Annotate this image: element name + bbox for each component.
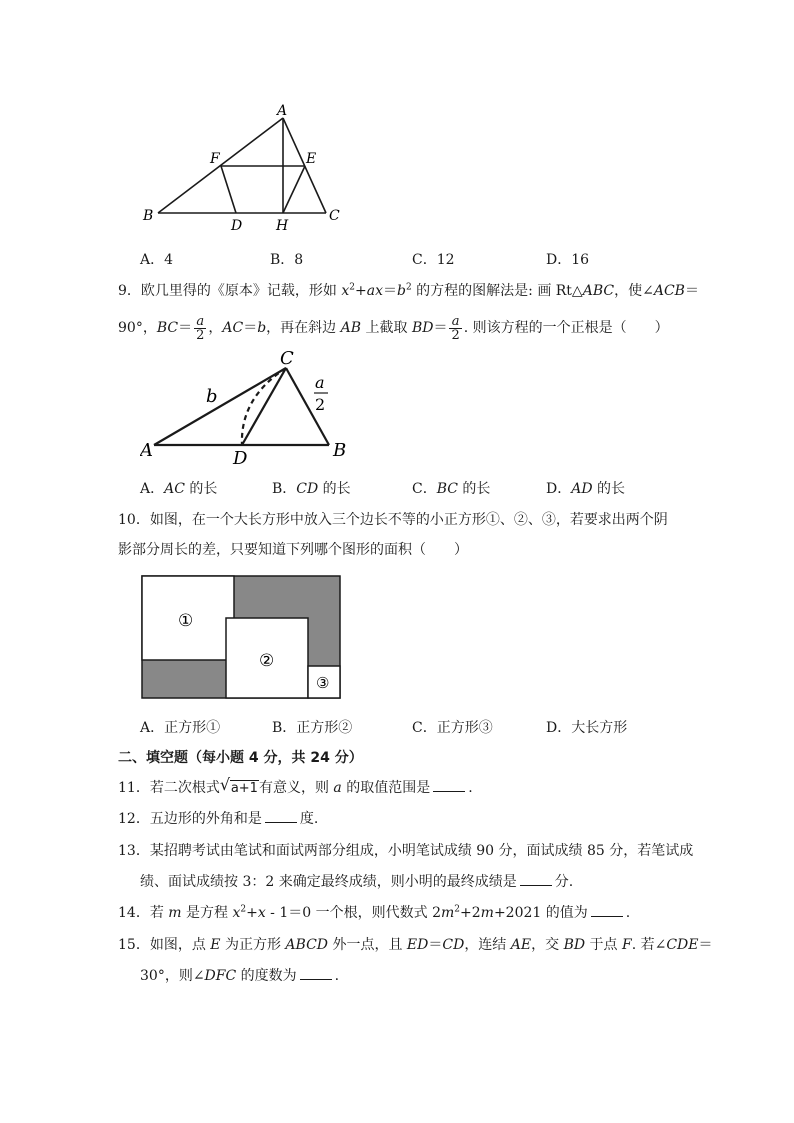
exponent: 2 (454, 904, 461, 915)
var: m (441, 905, 455, 921)
label-A: A (140, 440, 153, 461)
text: 外一点，且 (328, 937, 407, 953)
text: 的取值范围是 (341, 780, 431, 796)
q9-line-2 (118, 313, 669, 343)
label-B: B (143, 208, 154, 224)
text: . 若∠ (631, 937, 667, 953)
var: x (257, 905, 266, 921)
text: 于点 (585, 937, 622, 953)
question-number: 9． (118, 283, 141, 299)
var: AE (510, 937, 532, 953)
text: ＝ (178, 320, 193, 336)
text: . (334, 968, 340, 984)
q8-option-a: A．4 (140, 252, 174, 268)
text: ，再在斜边 (266, 320, 341, 336)
var: ABCD (285, 937, 329, 953)
label-C: C (280, 348, 294, 369)
text: 有意义，则 (258, 780, 334, 796)
text: 30°，则∠ (140, 968, 205, 984)
denominator: 2 (451, 327, 460, 343)
q8-option-c: C．12 (412, 252, 455, 268)
option-letter: A． (140, 481, 165, 497)
radical-sign: √ (219, 775, 231, 794)
label-square-1: ① (178, 611, 194, 631)
text: 上截取 (361, 320, 412, 336)
text: +2021 的值为 (493, 905, 588, 921)
text: . (625, 905, 631, 921)
text: 15．如图，点 (118, 937, 211, 953)
q9-option-b (272, 478, 351, 498)
label-square-3: ③ (316, 674, 330, 692)
text: +2 (460, 905, 481, 921)
q13-line-1: 13．某招聘考试由笔试和面试两部分组成，小明笔试成绩 90 分，面试成绩 85 分，若笔试成 (118, 843, 694, 859)
q15-line-1 (118, 935, 713, 955)
q12-line (118, 809, 318, 829)
option-letter: D． (546, 481, 572, 497)
var: ACB (653, 283, 685, 299)
text: 的方程的图解法是: 画 Rt△ (411, 283, 583, 299)
var: b (257, 320, 267, 336)
q10-option-b: B．正方形② (272, 720, 353, 736)
text: - 1＝0 一个根，则代数式 2 (265, 905, 441, 921)
var: CDE (666, 937, 699, 953)
label-2: 2 (315, 395, 326, 414)
label-square-2: ② (259, 651, 275, 671)
q10-line-2: 影部分周长的差，只要知道下列哪个图形的面积（ ） (118, 542, 468, 558)
option-letter: B． (272, 481, 297, 497)
var: b (397, 283, 406, 299)
text: ＝ (383, 283, 397, 299)
q8-triangle-figure (140, 100, 350, 235)
answer-blank (591, 904, 623, 917)
var: ax (366, 283, 383, 299)
exponent: 2 (349, 282, 356, 293)
text: 90°， (118, 320, 157, 336)
var: a (333, 780, 342, 796)
text: 分. (554, 874, 574, 890)
radicand: a+1 (230, 781, 258, 796)
text: 绩、面试成绩按 3：2 来确定最终成绩，则小明的最终成绩是 (140, 874, 517, 890)
text: . (468, 780, 473, 796)
option-var: AD (571, 481, 593, 497)
var: ED (406, 937, 429, 953)
var: AB (340, 320, 362, 336)
text: 欧几里得的《原本》记载，形如 (140, 283, 342, 299)
q9-option-c (412, 478, 490, 498)
text: ， (208, 320, 223, 336)
text: + (355, 283, 367, 299)
option-text: 的长 (318, 481, 351, 497)
var: x (341, 283, 350, 299)
q10-rectangle-figure (140, 574, 344, 702)
exponent: 2 (405, 282, 412, 293)
q9-option-a (140, 478, 217, 498)
var: BD (563, 937, 586, 953)
text: 度. (299, 811, 319, 827)
var: x (232, 905, 241, 921)
answer-blank (300, 967, 332, 980)
var: ABC (582, 283, 615, 299)
q14-line (118, 903, 630, 923)
text: + (246, 905, 258, 921)
q10-option-c: C．正方形③ (412, 720, 493, 736)
label-A: A (277, 103, 288, 119)
label-B: B (333, 440, 347, 461)
text: ，连结 (464, 937, 511, 953)
label-E: E (306, 151, 317, 167)
option-var: AC (164, 481, 185, 497)
text: ＝ (428, 937, 443, 953)
text: 11．若二次根式 (118, 780, 220, 796)
q11-line (118, 775, 473, 799)
text: 14．若 (118, 905, 169, 921)
var: m (480, 905, 494, 921)
answer-blank (433, 779, 465, 792)
answer-blank (265, 810, 297, 823)
var: F (621, 937, 632, 953)
side-AC (154, 368, 286, 445)
exponent: 2 (240, 904, 247, 915)
option-text: 的长 (457, 481, 491, 497)
fraction (449, 315, 461, 342)
segment-EH (283, 166, 305, 213)
q13-line-2 (140, 872, 573, 892)
label-C: C (329, 208, 340, 224)
denominator: 2 (196, 327, 205, 343)
var: DFC (204, 968, 237, 984)
label-a: a (315, 373, 325, 392)
q10-option-a: A．正方形① (140, 720, 221, 736)
option-text: 的长 (592, 481, 626, 497)
label-D: D (231, 218, 243, 234)
q9-triangle-figure (140, 348, 355, 468)
option-var: BC (436, 481, 458, 497)
var: CD (442, 937, 465, 953)
numerator: a (194, 315, 206, 329)
label-F: F (210, 151, 220, 167)
option-letter: C． (412, 481, 437, 497)
var: BD (411, 320, 434, 336)
var: BC (156, 320, 179, 336)
var: E (210, 937, 221, 953)
text: . 则该方程的一个正根是（ ） (463, 320, 669, 336)
text: 是方程 (181, 905, 233, 921)
label-b: b (206, 386, 218, 407)
section-2-title: 二、填空题（每小题 4 分，共 24 分） (118, 750, 363, 766)
text: ，使∠ (614, 283, 654, 299)
text: 12．五边形的外角和是 (118, 811, 262, 827)
text: ＝ (684, 283, 699, 299)
segment-FD (221, 166, 236, 213)
label-H: H (276, 218, 289, 234)
text: 为正方形 (220, 937, 286, 953)
q8-option-b: B．8 (270, 252, 304, 268)
var: m (168, 905, 182, 921)
q8-option-d: D．16 (546, 252, 590, 268)
square-root (219, 775, 259, 799)
label-D: D (233, 448, 248, 468)
q10-line-1: 10．如图，在一个大长方形中放入三个边长不等的小正方形①、②、③，若要求出两个阴 (118, 512, 668, 528)
fraction (194, 315, 206, 342)
q9-option-d (546, 478, 625, 498)
text: ＝ (698, 937, 713, 953)
q15-line-2 (140, 966, 339, 986)
var: AC (222, 320, 244, 336)
text: ＝ (433, 320, 448, 336)
option-var: CD (296, 481, 319, 497)
option-text: 的长 (184, 481, 218, 497)
text: 的度数为 (236, 968, 297, 984)
numerator: a (449, 315, 461, 329)
q9-line-1 (118, 281, 699, 301)
q10-option-d: D．大长方形 (546, 720, 628, 736)
text: ，交 (531, 937, 564, 953)
answer-blank (520, 873, 552, 886)
text: ＝ (243, 320, 258, 336)
segment-CD (242, 368, 286, 445)
